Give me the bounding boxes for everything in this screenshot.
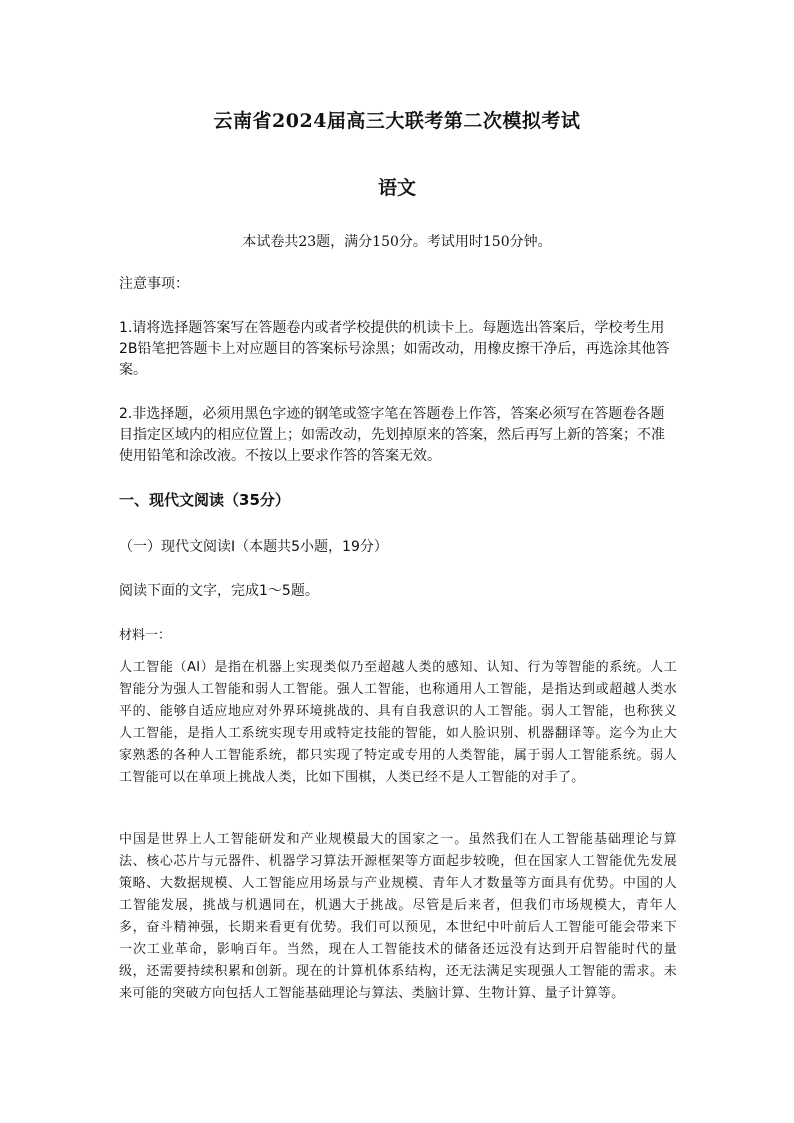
reading-instruction: 阅读下面的文字，完成1～5题。 bbox=[119, 583, 319, 599]
subject-title: 语文 bbox=[377, 177, 416, 199]
material-label: 材料一： bbox=[119, 628, 172, 643]
material-paragraph-2: 中国是世界上人工智能研发和产业规模最大的国家之一。虽然我们在人工智能基础理论与算法、核心芯片与元器件、机器学习算法开源框架等方面起步较晚，但在国家人工智能优先发展策略、大数据规模、人工智能应用场景与产业规模、青年人才数量等方面具有优势。中国的人工智能发展，挑战与机遇同在，机遇大于挑战。尽管是后来者，但我们市场规模大，青年人多，奋斗精神强，长期来看更有优势。我们可以预见，本世纪中叶前后人工智能可能会带来下一次工业革命，影响百年。当然，现在人工智能技术的储备还远没有达到开启智能时代的量级，还需要持续积累和创新。现在的计算机体系结构，还无法满足实现强人工智能的需求。未来可能的突破方向包括人工智能基础理论与算法、类脑计算、生物计算、量子计算等。 bbox=[119, 832, 677, 1001]
section-heading: 一、现代文阅读（35分） bbox=[119, 491, 290, 509]
exam-title: 云南省2024届高三大联考第二次模拟考试 bbox=[213, 110, 581, 132]
note-item-2: 2.非选择题，必须用黑色字迹的钢笔或签字笔在答题卷上作答，答案必须写在答题卷各题目指定区域内的相应位置上；如需改动，先划掉原来的答案，然后再写上新的答案；不准使用铅笔和涂改液。不按以上要求作答的答案无效。 bbox=[119, 406, 665, 464]
exam-info: 本试卷共23题，满分150分。考试用时150分钟。 bbox=[242, 234, 552, 250]
note-item-1: 1.请将选择题答案写在答题卷内或者学校提供的机读卡上。每题选出答案后，学校考生用2B铅笔把答题卡上对应题目的答案标号涂黑；如需改动，用橡皮擦干净后，再选涂其他答案。 bbox=[119, 320, 670, 378]
subsection-heading: （一）现代文阅读Ⅰ（本题共5小题，19分） bbox=[119, 539, 388, 555]
notes-heading: 注意事项： bbox=[119, 276, 189, 292]
material-paragraph-1: 人工智能（AI）是指在机器上实现类似乃至超越人类的感知、认知、行为等智能的系统。人工智能分为强人工智能和弱人工智能。强人工智能，也称通用人工智能，是指达到或超越人类水平的、能够自适应地应对外界环境挑战的、具有自我意识的人工智能。弱人工智能，也称狭义人工智能，是指人工系统实现专用或特定技能的智能，如人脸识别、机器翻译等。迄今为止大家熟悉的各种人工智能系统，都只实现了特定或专用的人类智能，属于弱人工智能系统。弱人工智能可以在单项上挑战人类，比如下围棋，人类已经不是人工智能的对手了。 bbox=[119, 660, 677, 785]
